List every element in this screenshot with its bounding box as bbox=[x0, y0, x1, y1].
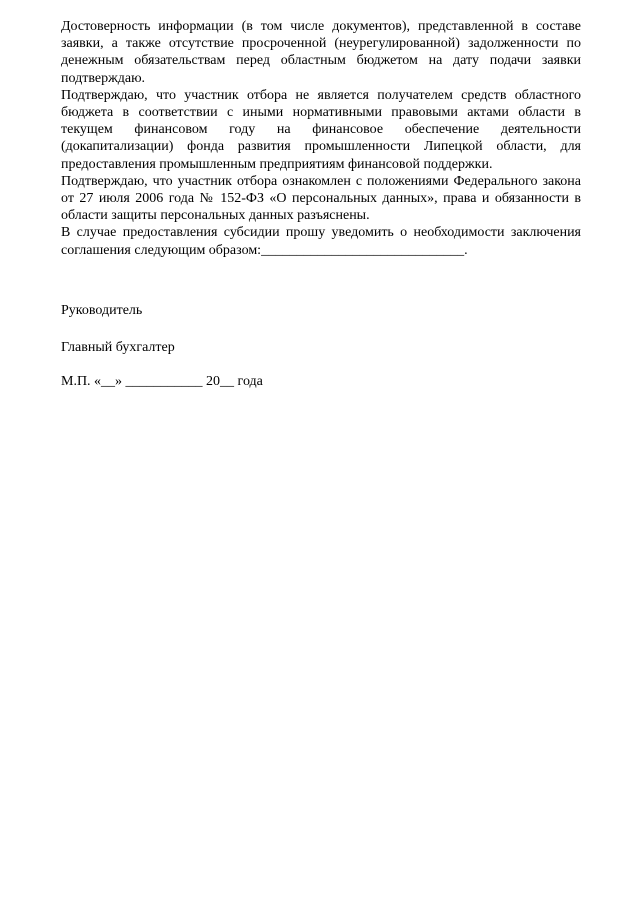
paragraph-not-recipient: Подтверждаю, что участник отбора не является получателем средств областного бюджета в соответствии с иными нормативными правовыми актами области в текущем финансовом году на финансовое обеспечение деятельности (докапитализации) фонда развития промышленности Липецкой области, для предоставления промышленным предприятиям финансовой поддержки. bbox=[61, 87, 581, 172]
paragraph-personal-data: Подтверждаю, что участник отбора ознакомлен с положениями Федерального закона от 27 июля 2006 года № 152-ФЗ «О персональных данных», права и обязанности в области защиты персональных данных разъяснены. bbox=[61, 173, 581, 224]
signature-head: Руководитель bbox=[61, 303, 143, 318]
document-body bbox=[61, 18, 581, 259]
paragraph-data-accuracy: Достоверность информации (в том числе документов), представленной в составе заявки, а также отсутствие просроченной (неурегулированной) задолженности по денежным обязательствам перед областным бюджетом на дату подачи заявки подтверждаю. bbox=[61, 19, 581, 86]
signature-chief-accountant: Главный бухгалтер bbox=[61, 340, 175, 355]
stamp-date-line: М.П. «__» ___________ 20__ года bbox=[61, 374, 263, 389]
paragraph-notification: В случае предоставления субсидии прошу уведомить о необходимости заключения соглашения следующим образом:_____________________________. bbox=[61, 225, 581, 258]
